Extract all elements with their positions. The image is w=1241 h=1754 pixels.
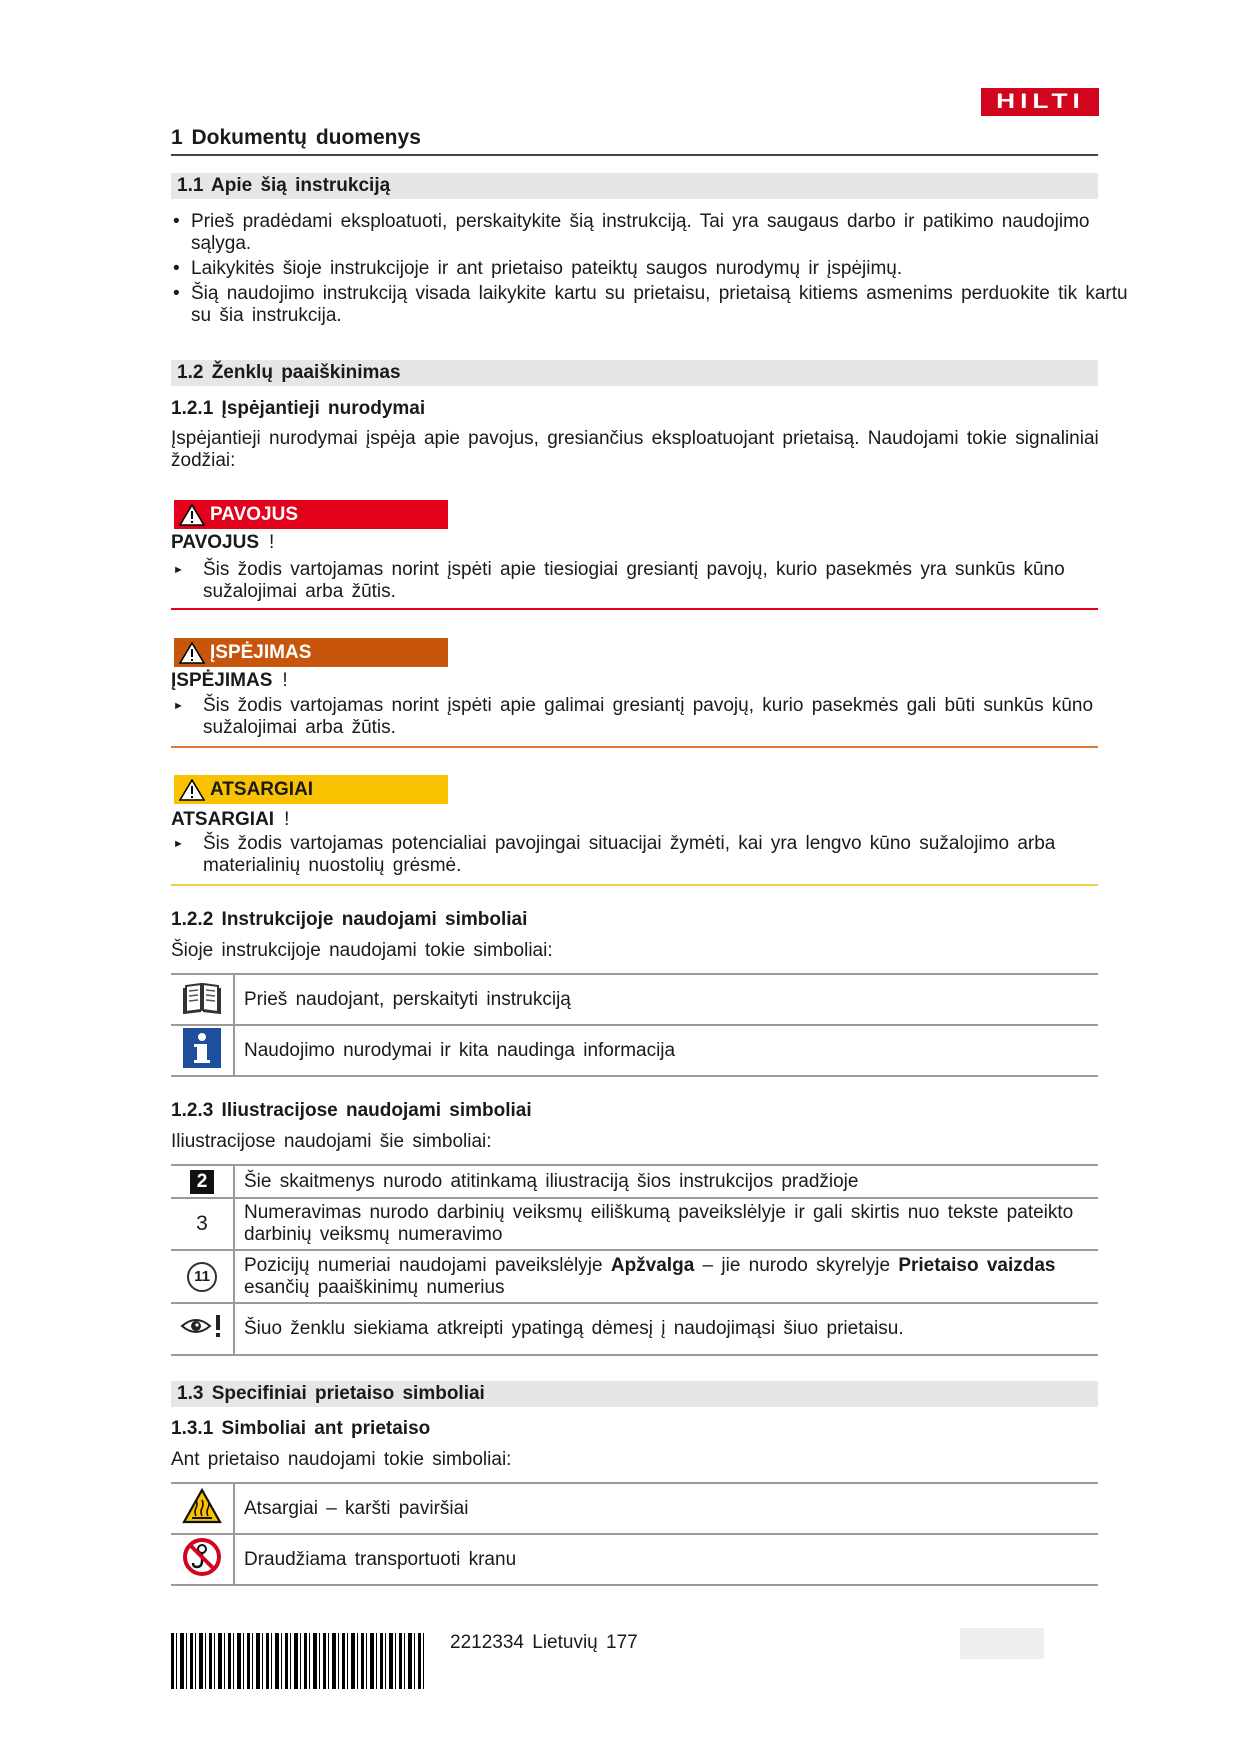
warning-triangle-icon (174, 500, 210, 529)
danger-banner (174, 500, 448, 529)
warning-banner-label: ĮSPĖJIMAS (210, 641, 312, 663)
section-1-2-3-intro: Iliustracijose naudojami šie simboliai: (171, 1131, 492, 1152)
danger-text: ► Šis žodis vartojamas norint įspėti apie tiesiogiai gresiantį pavojų, kurio pasekmės yra sunkūs kūno sužalojimai arba žūtis. (173, 559, 1065, 602)
step-number-icon: 3 (171, 1198, 234, 1250)
caution-divider (171, 884, 1098, 886)
barcode (171, 1633, 427, 1689)
section-1-2-3-title: 1.2.3 Iliustracijose naudojami simboliai (171, 1100, 532, 1121)
instruction-symbols-table (171, 973, 1098, 1077)
section-1-2-1-intro: Įspėjantieji nurodymai įspėja apie pavojus, gresiančius eksploatuojant prietaisą. Naudojami tokie signaliniai žodžiai: (171, 428, 1099, 471)
illustration-symbols-table (171, 1164, 1098, 1356)
table-row (171, 1198, 1098, 1250)
symbol-description: Šie skaitmenys nurodo atitinkamą iliustraciją šios instrukcijos pradžioje (234, 1165, 1098, 1198)
section-1-3-1-title: 1.3.1 Simboliai ant prietaiso (171, 1418, 431, 1439)
arrow-right-icon: ► (173, 700, 184, 712)
list-item: • Prieš pradėdami eksploatuoti, perskaitykite šią instrukciją. Tai yra saugaus darbo ir patikimo naudojimo sąlyga. (171, 211, 1148, 255)
warning-triangle-icon (174, 638, 210, 667)
symbol-description: Naudojimo nurodymai ir kita naudinga informacija (234, 1025, 1098, 1076)
page-footer: 2212334 Lietuvių 177 (450, 1632, 638, 1653)
symbol-description: Šiuo ženklu siekiama atkreipti ypatingą dėmesį į naudojimąsi šiuo prietaisu. (234, 1303, 1098, 1355)
symbol-description: Draudžiama transportuoti kranu (234, 1534, 1098, 1585)
table-row (171, 1534, 1098, 1585)
table-row (171, 1483, 1098, 1534)
warning-divider (171, 746, 1098, 748)
danger-divider (171, 608, 1098, 610)
section-1-2-1-title: 1.2.1 Įspėjantieji nurodymai (171, 398, 426, 419)
section-1-3-1-intro: Ant prietaiso naudojami tokie simboliai: (171, 1449, 512, 1470)
warning-signal-word: ĮSPĖJIMAS ! (171, 670, 288, 691)
symbol-description: Numeravimas nurodo darbinių veiksmų eiliškumą paveikslėlyje ir gali skirtis nuo tekste pateikto darbinių veiksmų numeravimo (234, 1198, 1098, 1250)
caution-text: ► Šis žodis vartojamas potencialiai pavojingai situacijai žymėti, kai yra lengvo kūno sužalojimo arba materialinių nuostolių grėsmė. (173, 833, 1056, 876)
caution-banner-label: ATSARGIAI (210, 778, 314, 800)
hot-surface-icon (171, 1483, 234, 1534)
caution-banner (174, 775, 448, 804)
figure-number-icon: 2 (171, 1165, 234, 1198)
table-row (171, 974, 1098, 1025)
list-item: • Laikykitės šioje instrukcijoje ir ant prietaiso pateiktų saugos nurodymų ir įspėjimų. (171, 258, 1148, 280)
section-1-title: 1 Dokumentų duomenys (171, 126, 1098, 156)
hilti-logo: HILTI (981, 88, 1099, 116)
table-row (171, 1303, 1098, 1355)
section-1-3-title: 1.3 Specifiniai prietaiso simboliai (171, 1381, 1098, 1407)
section-1-1-title: 1.1 Apie šią instrukciją (171, 173, 1098, 199)
section-1-2-2-title: 1.2.2 Instrukcijoje naudojami simboliai (171, 909, 528, 930)
device-symbols-table (171, 1482, 1098, 1586)
danger-banner-label: PAVOJUS (210, 503, 298, 525)
warning-text: ► Šis žodis vartojamas norint įspėti apie galimai gresiantį pavojų, kurio pasekmės gali būti sunkūs kūno sužalojimai arba žūtis. (173, 695, 1094, 738)
symbol-description: Atsargiai – karšti paviršiai (234, 1483, 1098, 1534)
no-crane-icon (171, 1534, 234, 1585)
book-icon (171, 974, 234, 1025)
info-icon (171, 1025, 234, 1076)
warning-banner (174, 638, 448, 667)
symbol-description: Pozicijų numeriai naudojami paveikslėlyje Apžvalga – jie nurodo skyrelyje Prietaiso vaizdas esančių paaiškinimų numerius (234, 1250, 1098, 1303)
section-1-2-title: 1.2 Ženklų paaiškinimas (171, 360, 1098, 386)
section-1-2-2-intro: Šioje instrukcijoje naudojami tokie simboliai: (171, 940, 553, 961)
attention-eye-icon (171, 1303, 234, 1355)
section-1-1-bullets (171, 211, 1148, 330)
warning-triangle-icon (174, 775, 210, 804)
danger-signal-word: PAVOJUS ! (171, 532, 275, 553)
symbol-description: Prieš naudojant, perskaityti instrukciją (234, 974, 1098, 1025)
table-row (171, 1165, 1098, 1198)
table-row (171, 1025, 1098, 1076)
page-marker (960, 1628, 1044, 1659)
arrow-right-icon: ► (173, 838, 184, 850)
caution-signal-word: ATSARGIAI ! (171, 809, 290, 830)
position-number-icon: 11 (171, 1250, 234, 1303)
arrow-right-icon: ► (173, 564, 184, 576)
list-item: • Šią naudojimo instrukciją visada laikykite kartu su prietaisu, prietaisą kitiems asmenims perduokite tik kartu su šia instrukcija. (171, 283, 1148, 327)
table-row (171, 1250, 1098, 1303)
